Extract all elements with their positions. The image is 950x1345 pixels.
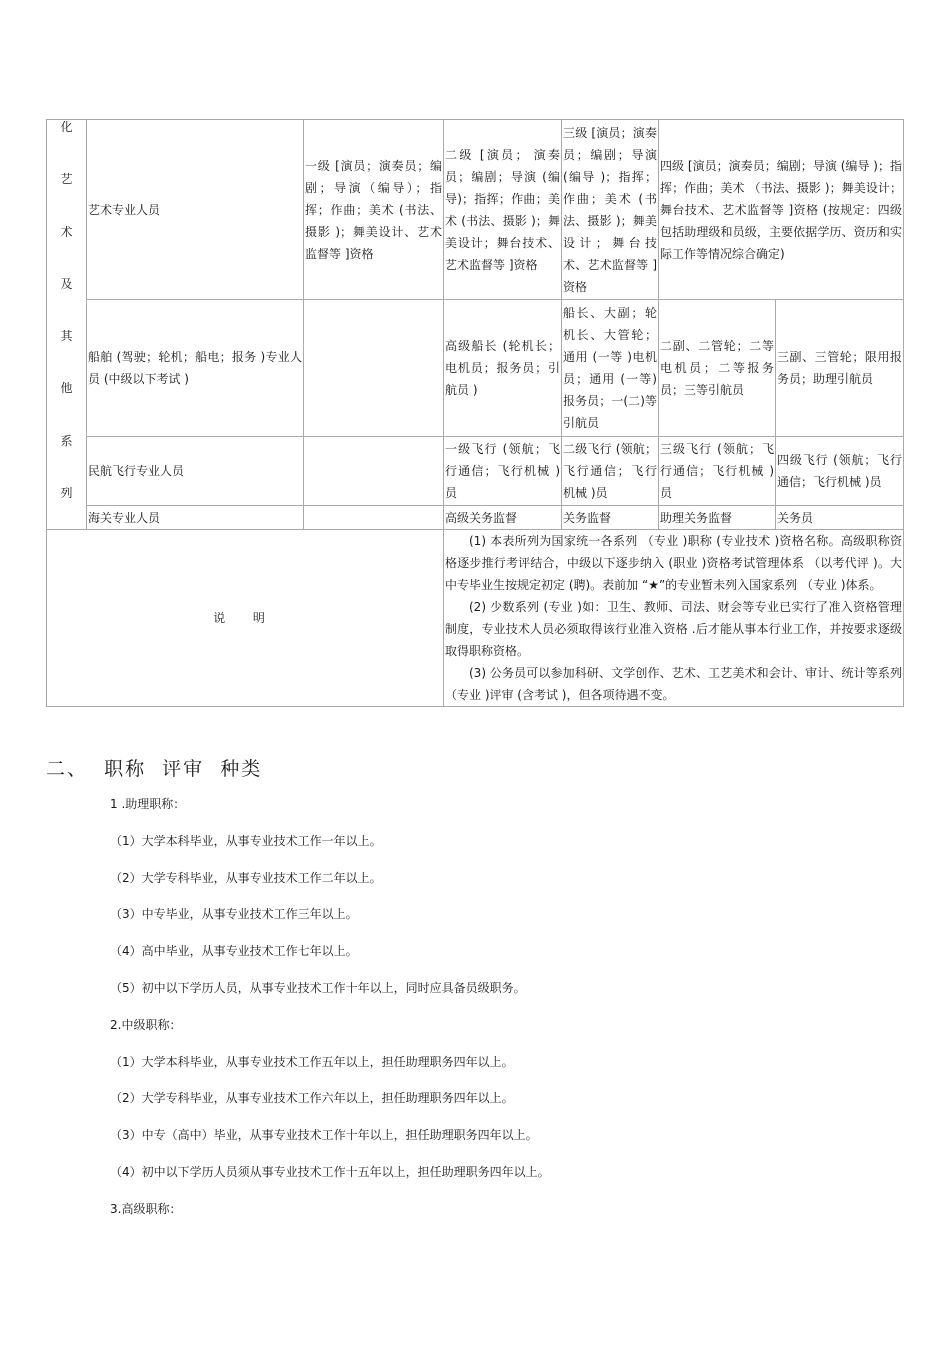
level-cell: 二级 [演员； 演奏员；编剧；导演 (编导)；指挥；作曲；美术 (书法、摄影 )；舞美设计；舞台技术、艺术监督等 ]资格: [444, 120, 562, 300]
note-paragraph: (1) 本表所列为国家统一各系列 （专业 )职称 (专业技术 )资格名称。高级职称资格逐步推行考评结合，中级以下逐步纳入 (职业 )资格考试管理体系 （以考代评 )。大中专毕业生按规定初定 (聘)。表前加 “★”的专业暂未列入国家系列 （专业 )体系。: [445, 534, 903, 592]
side-char: 化: [60, 120, 73, 134]
table-row: [47, 506, 904, 530]
level-cell: 二副、二管轮；二等电机员；二等报务员；三等引航员: [659, 300, 776, 437]
requirement-item: （2）大学专科毕业，从事专业技术工作六年以上，担任助理职务四年以上。: [110, 1091, 514, 1106]
level-cell: 船长、大副；轮机长、大管轮；通用 (一等 )电机员；通用 (一等)报务员；一(二)等引航员: [562, 300, 659, 437]
table-row: [47, 530, 904, 707]
requirement-item: （3）中专（高中）毕业，从事专业技术工作十年以上，担任助理职务四年以上。: [110, 1128, 538, 1143]
level-cell: 三级 [演员；演奏员；编剧；导演 (编导 )；指挥；作曲；美术 (书法、摄影 )；舞美设计；舞台技术、艺术监督等 ]资格: [562, 120, 659, 300]
note-paragraph: (3) 公务员可以参加科研、文学创作、艺术、工艺美术和会计、审计、统计等系列 （专业 )评审 (含考试 )，但各项待遇不变。: [445, 666, 903, 702]
profession-name: 海关专业人员: [87, 506, 304, 530]
level-cell: 二级飞行 (领航；飞行通信；飞行机械 )员: [562, 437, 659, 506]
level-cell: 一级飞行 (领航；飞行通信；飞行机械 )员: [444, 437, 562, 506]
series-side-label: [47, 120, 87, 530]
subheading: 1 .助理职称：: [110, 797, 186, 811]
requirement-item: （4）初中以下学历人员须从事专业技术工作十五年以上，担任助理职务四年以上。: [110, 1164, 550, 1179]
side-char: 其: [60, 329, 73, 344]
note-label: 说 明: [47, 530, 444, 707]
section-title-part: 职称: [104, 758, 147, 780]
level-cell: 四级飞行 (领航；飞行通信；飞行机械 )员: [776, 437, 904, 506]
level-cell: 关务监督: [562, 506, 659, 530]
table-row: [47, 300, 904, 437]
requirement-item: （2）大学专科毕业，从事专业技术工作二年以上。: [110, 870, 382, 885]
level-cell: 四级 [演员；演奏员；编剧；导演 (编导 )；指挥；作曲；美术 （书法、摄影 )；舞美设计；舞台技术、艺术监督等 ]资格 (按规定：四级包括助理级和员级，主要依据学历、资历和实际工作等情况综合确定): [659, 120, 904, 300]
side-char: 系: [60, 433, 73, 448]
section-title-part: 种类: [220, 758, 263, 780]
side-char: 他: [60, 381, 73, 396]
level-cell: 三级飞行 (领航；飞行通信；飞行机械 )员: [659, 437, 776, 506]
side-char: 术: [60, 224, 73, 239]
table-row: [47, 437, 904, 506]
profession-name: 民航飞行专业人员: [87, 437, 304, 506]
requirement-item: （1）大学本科毕业，从事专业技术工作一年以上。: [110, 833, 382, 848]
requirement-item: （1）大学本科毕业，从事专业技术工作五年以上，担任助理职务四年以上。: [110, 1054, 514, 1069]
subheading: 3.高级职称：: [110, 1201, 182, 1216]
requirement-item: （5）初中以下学历人员，从事专业技术工作十年以上，同时应具备员级职务。: [110, 980, 526, 995]
level-cell: [304, 300, 444, 437]
level-cell: 助理关务监督: [659, 506, 776, 530]
note-content: [444, 530, 904, 707]
side-char: 及: [60, 276, 73, 291]
requirement-item: （3）中专毕业，从事专业技术工作三年以上。: [110, 907, 358, 922]
profession-name: 船舶 (驾驶；轮机；船电；报务 )专业人员 (中级以下考试 ): [87, 300, 304, 437]
level-cell: [304, 506, 444, 530]
level-cell: 高级船长 (轮机长；电机员；报务员；引航员 ): [444, 300, 562, 437]
requirement-item: （4）高中毕业，从事专业技术工作七年以上。: [110, 944, 358, 959]
level-cell: [304, 437, 444, 506]
section-body: [110, 792, 890, 1234]
level-cell: 一级 [演员；演奏员；编剧；导演（编导）；指挥；作曲；美术 (书法、摄影 )；舞美设计、艺术监督等 ]资格: [304, 120, 444, 300]
side-char: 列: [60, 485, 73, 500]
section-title-part: 评审: [162, 758, 205, 780]
level-cell: 三副、三管轮；限用报务员；助理引航员: [776, 300, 904, 437]
section-heading: [46, 754, 270, 781]
level-cell: 关务员: [776, 506, 904, 530]
section-number: 二、: [46, 758, 89, 780]
level-cell: 高级关务监督: [444, 506, 562, 530]
subheading: 2.中级职称：: [110, 1017, 182, 1032]
note-paragraph: (2) 少数系列 (专业 )如：卫生、教师、司法、财会等专业已实行了准入资格管理制度，专业技术人员必须取得该行业准入资格 .后才能从事本行业工作，并按要求逐级取得职称资格。: [445, 600, 903, 658]
side-char: 艺: [60, 172, 73, 187]
title-qualification-table: [46, 119, 904, 707]
table-row: [47, 120, 904, 300]
profession-name: 艺术专业人员: [87, 120, 304, 300]
